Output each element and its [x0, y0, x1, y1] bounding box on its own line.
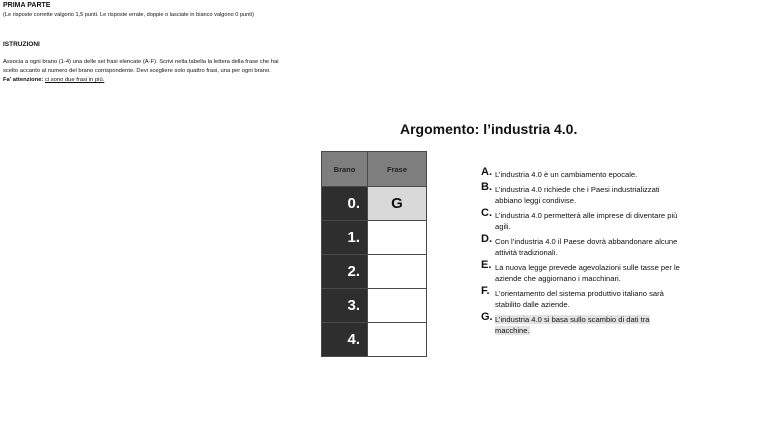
- option-item: [481, 207, 686, 232]
- row-number: 3.: [322, 289, 368, 323]
- table-row: [322, 187, 427, 221]
- column-header-frase: Frase: [368, 152, 427, 187]
- example-answer-cell: G: [368, 187, 427, 221]
- option-text: Con l’industria 4.0 il Paese dovrà abbandonare alcune attività tradizionali.: [495, 237, 678, 257]
- table-header-row: [322, 152, 427, 187]
- instructions-line-2: scelto accanto al numero del brano corrispondente. Devi scegliere solo quattro frasi, una per ogni brano.: [3, 68, 271, 74]
- option-item: [481, 259, 686, 284]
- option-text: L’orientamento del sistema produttivo italiano sarà stabilito dalle aziende.: [495, 289, 664, 309]
- row-number: 4.: [322, 323, 368, 357]
- option-item: [481, 166, 686, 180]
- table-row: [322, 255, 427, 289]
- option-text: L’industria 4.0 richiede che i Paesi industrializzati abbiano leggi condivise.: [495, 185, 660, 205]
- option-text: La nuova legge prevede agevolazioni sulle tasse per le aziende che aggiornano i macchinari.: [495, 263, 680, 283]
- option-item-highlighted: [481, 311, 686, 336]
- section-title: PRIMA PARTE: [3, 2, 51, 9]
- row-number: 2.: [322, 255, 368, 289]
- option-text: L’industria 4.0 si basa sullo scambio di dati tra macchine.: [495, 315, 650, 335]
- scoring-note: (Le risposte corrette valgono 1,5 punti. Le risposte errate, doppie o lasciate in bianco valgono 0 punti): [3, 12, 254, 18]
- option-letter: A.: [481, 166, 492, 178]
- option-item: [481, 233, 686, 258]
- table-row: [322, 289, 427, 323]
- instructions-line-1: Associa a ogni brano (1-4) una delle sei frasi elencate (A-F). Scrivi nella tabella la lettera della frase che hai: [3, 59, 279, 65]
- table-row: [322, 221, 427, 255]
- option-letter: G.: [481, 311, 493, 323]
- option-text: L’industria 4.0 è un cambiamento epocale.: [495, 170, 638, 179]
- table-row: [322, 323, 427, 357]
- attention-label: Fa' attenzione:: [3, 77, 44, 83]
- option-text: L’industria 4.0 permetterà alle imprese di diventare più agili.: [495, 211, 678, 231]
- column-header-brano: Brano: [322, 152, 368, 187]
- option-letter: C.: [481, 207, 492, 219]
- answer-cell[interactable]: [368, 323, 427, 357]
- topic-heading: Argomento: l’industria 4.0.: [400, 121, 578, 137]
- instructions-title: ISTRUZIONI: [3, 41, 40, 48]
- answer-cell[interactable]: [368, 255, 427, 289]
- attention-text: ci sono due frasi in più.: [44, 77, 105, 83]
- option-item: [481, 285, 686, 310]
- answer-cell[interactable]: [368, 289, 427, 323]
- option-letter: B.: [481, 181, 492, 193]
- row-number: 1.: [322, 221, 368, 255]
- option-letter: F.: [481, 285, 490, 297]
- attention-line: [3, 77, 104, 83]
- answer-table: [321, 151, 427, 357]
- row-number: 0.: [322, 187, 368, 221]
- option-item: [481, 181, 686, 206]
- answer-cell[interactable]: [368, 221, 427, 255]
- option-letter: D.: [481, 233, 492, 245]
- options-list: [481, 166, 686, 340]
- option-letter: E.: [481, 259, 492, 271]
